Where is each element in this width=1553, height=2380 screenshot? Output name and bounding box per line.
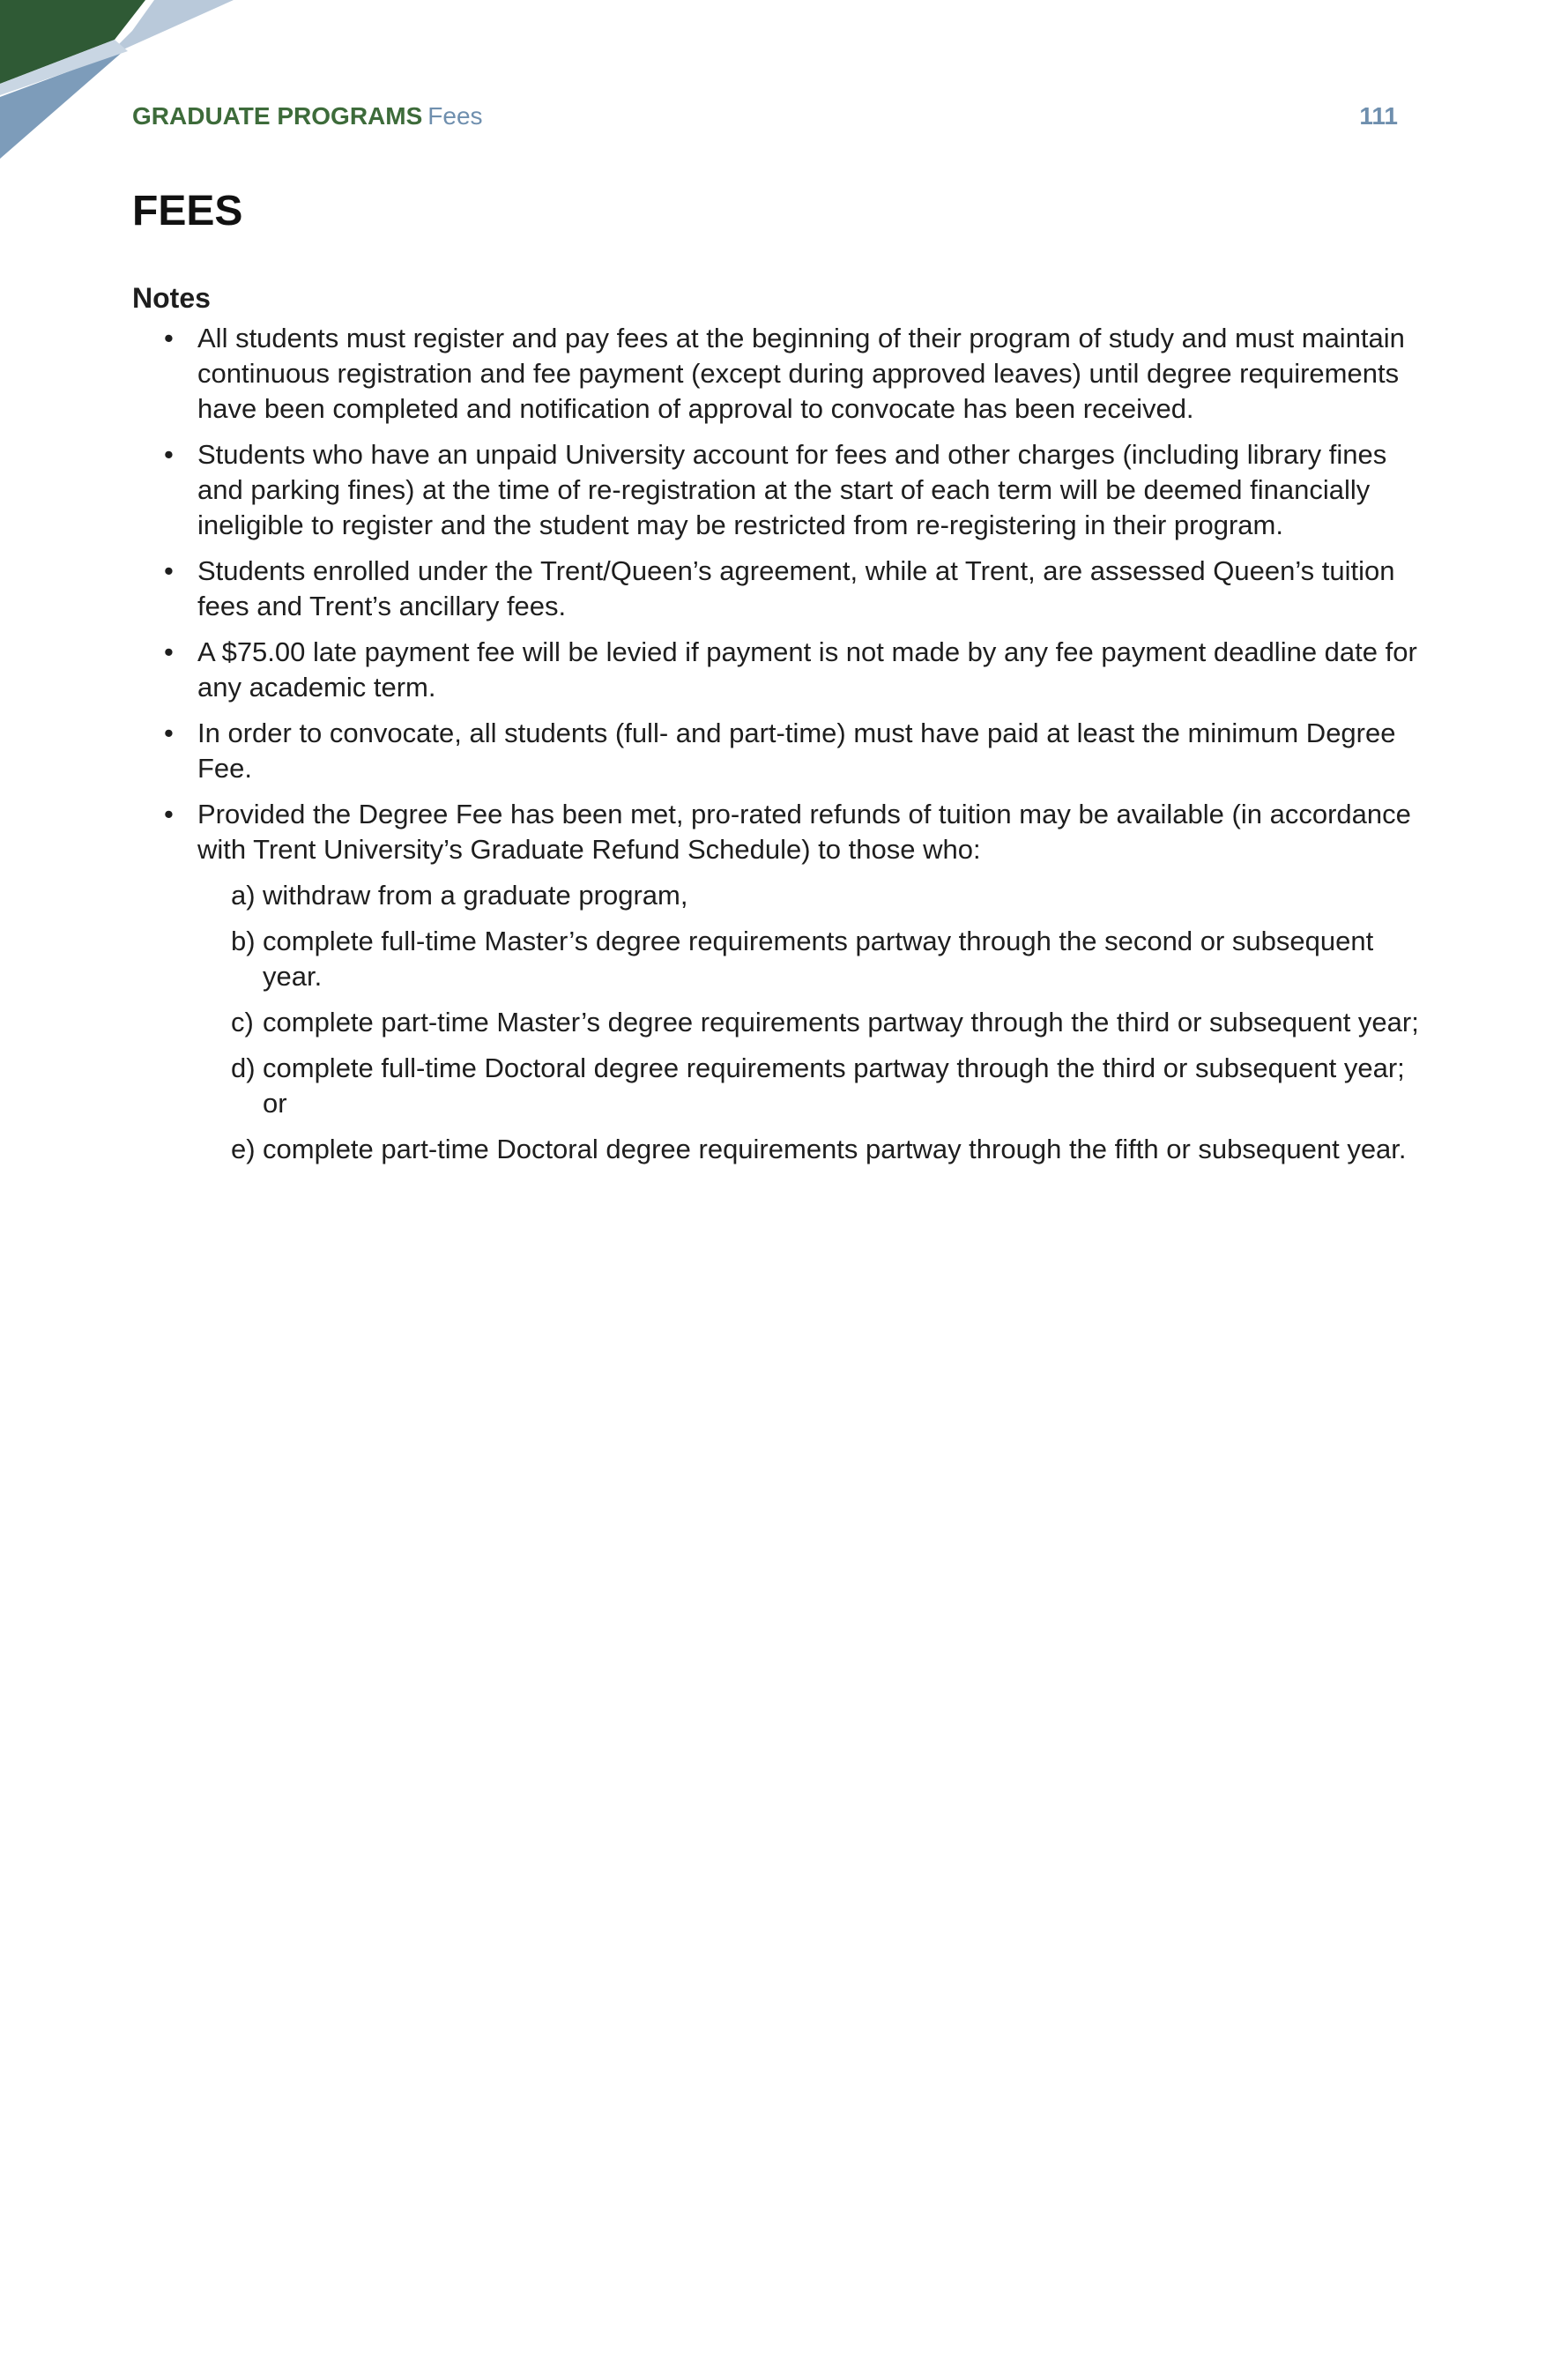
refund-condition-text: complete part-time Master’s degree requirements partway through the third or subsequent year; [263,1007,1419,1038]
notes-section [132,280,1428,1178]
running-header [132,99,1398,134]
refund-condition-item [197,1005,1428,1040]
page-number: 111 [1359,102,1398,130]
note-item [132,797,1428,1167]
bullet-icon: • [164,323,174,353]
bullet-icon: • [164,799,174,829]
note-text: All students must register and pay fees at the beginning of their program of study and must maintain continuous registration and fee payment (except during approved leaves) until degree requirements have been completed and notification of approval to convocate has been received. [197,323,1405,424]
notes-heading: Notes [132,282,211,314]
note-text: In order to convocate, all students (full- and part-time) must have paid at least the minimum Degree Fee. [197,718,1396,784]
note-text: A $75.00 late payment fee will be levied if payment is not made by any fee payment deadline date for any academic term. [197,636,1417,703]
note-text: Students who have an unpaid University account for fees and other charges (including library fines and parking fines) at the time of re-registration at the start of each term will be deemed financially ineligible to register and the student may be restricted from re-registering in their program. [197,439,1387,540]
notes-list [132,321,1428,1167]
list-marker: e) [231,1134,256,1164]
refund-condition-item [197,924,1428,994]
note-item [132,321,1428,427]
refund-condition-item [197,1051,1428,1121]
list-marker: c) [231,1007,254,1038]
bullet-icon: • [164,636,174,667]
refund-condition-text: complete full-time Master’s degree requirements partway through the second or subsequent year. [263,926,1374,992]
refund-condition-text: complete part-time Doctoral degree requirements partway through the fifth or subsequent year. [263,1134,1407,1164]
refund-condition-item [197,1132,1428,1167]
bullet-icon: • [164,439,174,470]
refund-condition-item [197,878,1428,913]
bullet-icon: • [164,555,174,586]
note-item [132,437,1428,543]
refund-conditions-list [197,878,1428,1167]
bullet-icon: • [164,718,174,748]
note-item [132,716,1428,786]
note-text: Provided the Degree Fee has been met, pro-rated refunds of tuition may be available (in accordance with Trent University’s Graduate Refund Schedule) to those who: [197,799,1411,865]
note-item [132,635,1428,705]
corner-decoration-graphic [0,0,264,176]
list-marker: b) [231,926,256,956]
header-subsection-label: Fees [427,102,483,130]
header-section-label: GRADUATE PROGRAMS [132,102,423,130]
page-title: FEES [132,188,243,234]
refund-condition-text: complete full-time Doctoral degree requirements partway through the third or subsequent year; or [263,1052,1405,1119]
note-item [132,554,1428,624]
list-marker: d) [231,1052,256,1083]
refund-condition-text: withdraw from a graduate program, [263,880,688,911]
list-marker: a) [231,880,256,911]
note-text: Students enrolled under the Trent/Queen’s agreement, while at Trent, are assessed Queen’s tuition fees and Trent’s ancillary fees. [197,555,1395,621]
